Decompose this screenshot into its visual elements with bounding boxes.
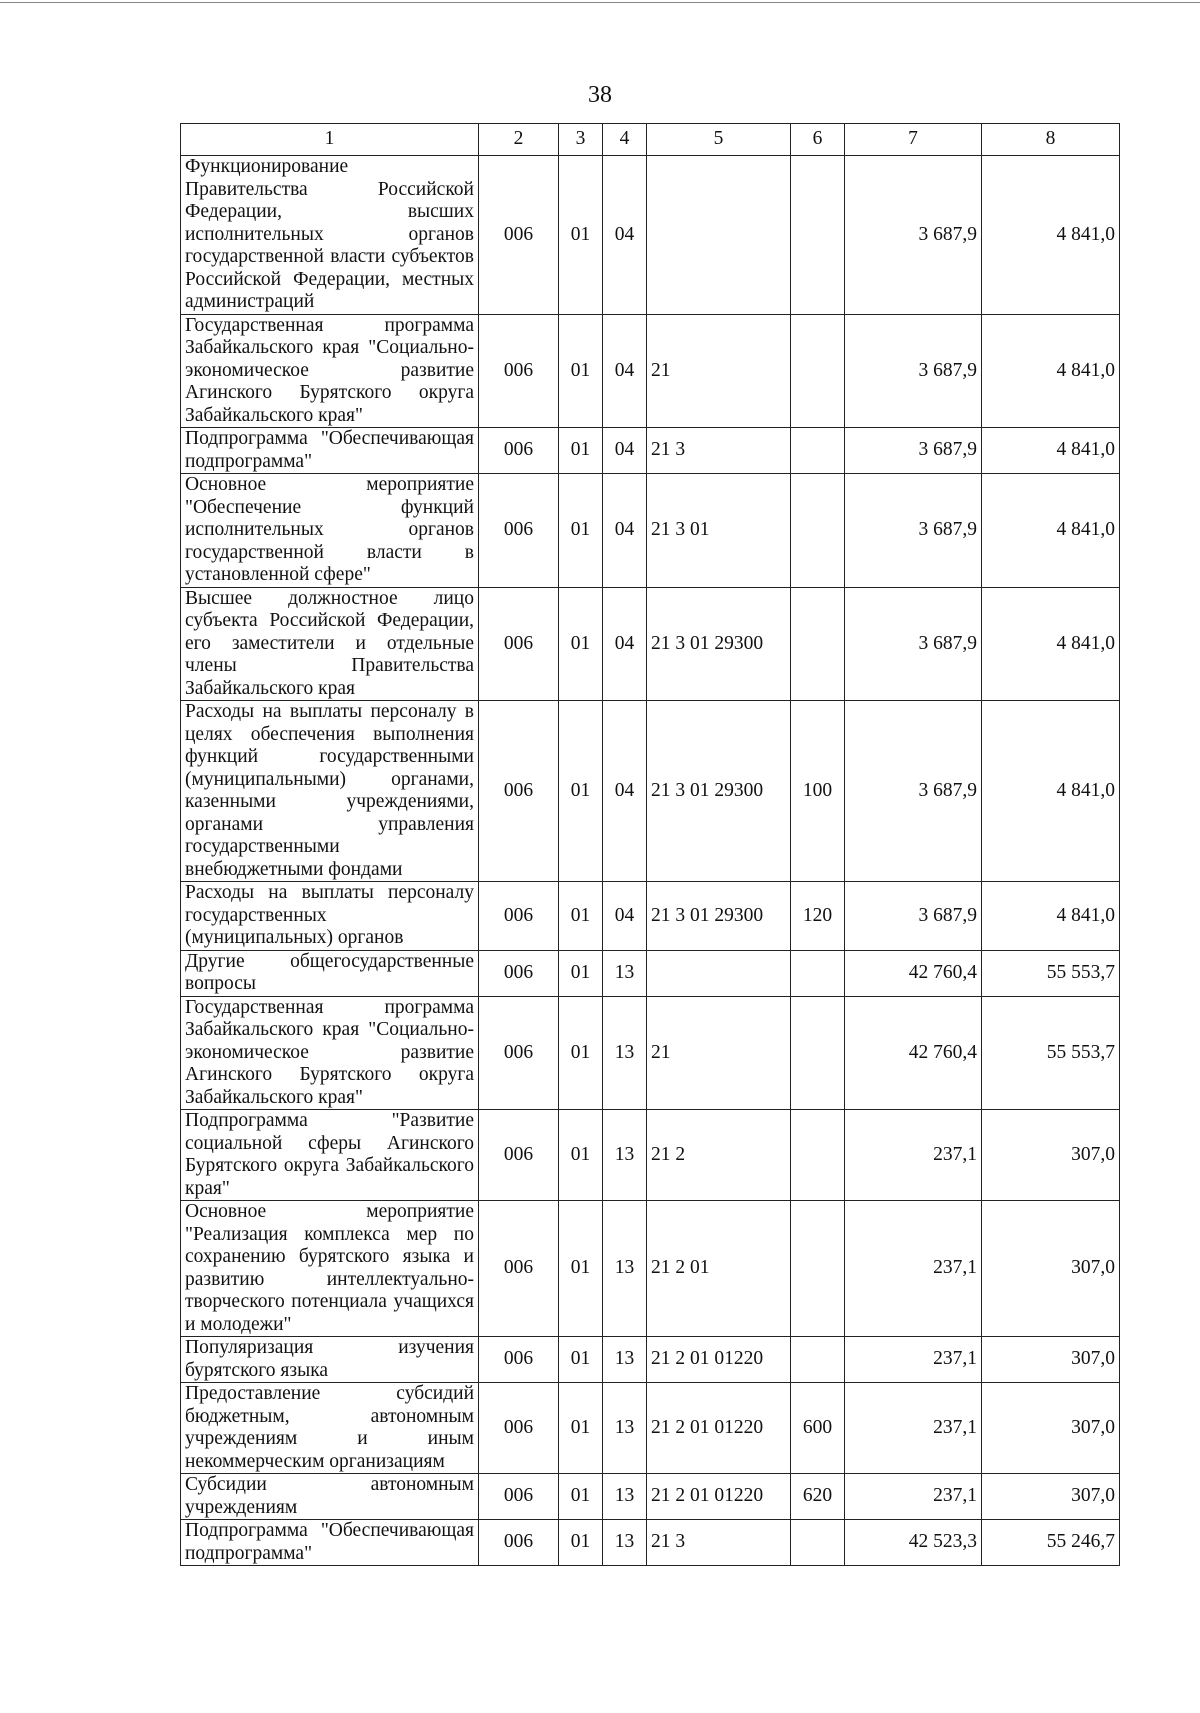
row-section-code: 01: [559, 428, 603, 474]
column-header: 8: [982, 124, 1120, 156]
row-section-code: 01: [559, 1474, 603, 1520]
row-expense-type: [791, 1337, 845, 1383]
row-section-code: 01: [559, 156, 603, 315]
row-ministry-code: 006: [479, 314, 559, 428]
row-description: Расходы на выплаты персоналу в целях обеспечения выполнения функций государственными (муниципальными) органами, казенными учреждениями, органами управления государственными внебюджетными фондами: [181, 701, 479, 882]
table-row: [181, 314, 1120, 428]
table-row: [181, 1474, 1120, 1520]
row-section-code: 01: [559, 1337, 603, 1383]
row-expense-type: 620: [791, 1474, 845, 1520]
row-target-article: 21 2 01 01220: [647, 1337, 791, 1383]
header-row: [181, 124, 1120, 156]
row-expense-type: [791, 1110, 845, 1201]
row-subsection-code: 13: [603, 1201, 647, 1337]
row-target-article: [647, 156, 791, 315]
column-header: 7: [845, 124, 982, 156]
row-expense-type: [791, 1520, 845, 1566]
row-subsection-code: 13: [603, 1474, 647, 1520]
row-subsection-code: 13: [603, 1337, 647, 1383]
row-description: Государственная программа Забайкальского края "Социально-экономическое развитие Агинского Бурятского округа Забайкальского края": [181, 996, 479, 1110]
row-ministry-code: 006: [479, 1383, 559, 1474]
row-description: Предоставление субсидий бюджетным, автономным учреждениям и иным некоммерческим организациям: [181, 1383, 479, 1474]
row-expense-type: [791, 1201, 845, 1337]
row-amount-year1: 3 687,9: [845, 474, 982, 588]
row-description: Высшее должностное лицо субъекта Российской Федерации, его заместители и отдельные члены Правительства Забайкальского края: [181, 587, 479, 701]
row-amount-year2: 4 841,0: [982, 474, 1120, 588]
row-section-code: 01: [559, 950, 603, 996]
row-target-article: 21 2 01 01220: [647, 1383, 791, 1474]
row-subsection-code: 04: [603, 701, 647, 882]
row-subsection-code: 04: [603, 156, 647, 315]
row-amount-year1: 237,1: [845, 1383, 982, 1474]
row-amount-year2: 55 553,7: [982, 950, 1120, 996]
column-header: 5: [647, 124, 791, 156]
row-amount-year1: 3 687,9: [845, 587, 982, 701]
row-description: Основное мероприятие "Реализация комплекса мер по сохранению бурятского языка и развитию интеллектуально-творческого потенциала учащихся и молодежи": [181, 1201, 479, 1337]
row-target-article: 21 3 01: [647, 474, 791, 588]
row-section-code: 01: [559, 1110, 603, 1201]
row-expense-type: [791, 587, 845, 701]
row-target-article: 21 3 01 29300: [647, 587, 791, 701]
row-subsection-code: 04: [603, 314, 647, 428]
row-description: Государственная программа Забайкальского края "Социально-экономическое развитие Агинского Бурятского округа Забайкальского края": [181, 314, 479, 428]
row-section-code: 01: [559, 1201, 603, 1337]
row-description: Подпрограмма "Развитие социальной сферы Агинского Бурятского округа Забайкальского края": [181, 1110, 479, 1201]
row-description: Расходы на выплаты персоналу государственных (муниципальных) органов: [181, 882, 479, 951]
row-amount-year2: 307,0: [982, 1337, 1120, 1383]
row-amount-year1: 3 687,9: [845, 156, 982, 315]
row-description: Субсидии автономным учреждениям: [181, 1474, 479, 1520]
table-row: [181, 156, 1120, 315]
row-amount-year2: 4 841,0: [982, 428, 1120, 474]
row-subsection-code: 13: [603, 1520, 647, 1566]
row-subsection-code: 04: [603, 587, 647, 701]
row-ministry-code: 006: [479, 1337, 559, 1383]
row-ministry-code: 006: [479, 1201, 559, 1337]
row-target-article: 21 2 01 01220: [647, 1474, 791, 1520]
row-section-code: 01: [559, 996, 603, 1110]
row-expense-type: [791, 314, 845, 428]
row-amount-year1: 237,1: [845, 1474, 982, 1520]
row-amount-year2: 55 246,7: [982, 1520, 1120, 1566]
column-header: 3: [559, 124, 603, 156]
row-ministry-code: 006: [479, 1520, 559, 1566]
row-ministry-code: 006: [479, 474, 559, 588]
row-amount-year2: 307,0: [982, 1110, 1120, 1201]
row-amount-year1: 3 687,9: [845, 428, 982, 474]
row-ministry-code: 006: [479, 1474, 559, 1520]
row-amount-year2: 307,0: [982, 1201, 1120, 1337]
row-description: Другие общегосударственные вопросы: [181, 950, 479, 996]
table-row: [181, 882, 1120, 951]
row-subsection-code: 13: [603, 1110, 647, 1201]
page-number: 38: [588, 82, 612, 108]
row-ministry-code: 006: [479, 156, 559, 315]
row-amount-year2: 4 841,0: [982, 882, 1120, 951]
row-subsection-code: 04: [603, 474, 647, 588]
row-ministry-code: 006: [479, 587, 559, 701]
row-amount-year1: 3 687,9: [845, 314, 982, 428]
row-description: Популяризация изучения бурятского языка: [181, 1337, 479, 1383]
row-target-article: 21: [647, 314, 791, 428]
row-ministry-code: 006: [479, 950, 559, 996]
row-ministry-code: 006: [479, 882, 559, 951]
row-subsection-code: 13: [603, 1383, 647, 1474]
row-description: Подпрограмма "Обеспечивающая подпрограмма": [181, 1520, 479, 1566]
row-target-article: 21: [647, 996, 791, 1110]
row-section-code: 01: [559, 1383, 603, 1474]
row-section-code: 01: [559, 474, 603, 588]
row-amount-year1: 42 760,4: [845, 996, 982, 1110]
row-section-code: 01: [559, 701, 603, 882]
table-row: [181, 587, 1120, 701]
row-amount-year2: 4 841,0: [982, 701, 1120, 882]
table-row: [181, 428, 1120, 474]
table-row: [181, 701, 1120, 882]
row-amount-year1: 237,1: [845, 1110, 982, 1201]
row-description: Основное мероприятие "Обеспечение функций исполнительных органов государственной власти в установленной сфере": [181, 474, 479, 588]
row-amount-year1: 42 760,4: [845, 950, 982, 996]
budget-table: [180, 123, 1120, 1566]
row-ministry-code: 006: [479, 428, 559, 474]
table-row: [181, 1520, 1120, 1566]
row-section-code: 01: [559, 882, 603, 951]
row-expense-type: [791, 474, 845, 588]
row-target-article: 21 2 01: [647, 1201, 791, 1337]
row-expense-type: [791, 428, 845, 474]
top-edge-rule: [0, 2, 1200, 3]
row-subsection-code: 04: [603, 428, 647, 474]
row-expense-type: 100: [791, 701, 845, 882]
row-ministry-code: 006: [479, 701, 559, 882]
row-section-code: 01: [559, 1520, 603, 1566]
row-amount-year2: 4 841,0: [982, 587, 1120, 701]
column-header: 2: [479, 124, 559, 156]
table-row: [181, 1337, 1120, 1383]
row-target-article: 21 3 01 29300: [647, 882, 791, 951]
column-header: 6: [791, 124, 845, 156]
column-header: 4: [603, 124, 647, 156]
row-expense-type: [791, 156, 845, 315]
row-target-article: 21 2: [647, 1110, 791, 1201]
column-header: 1: [181, 124, 479, 156]
row-amount-year2: 4 841,0: [982, 156, 1120, 315]
row-amount-year2: 307,0: [982, 1383, 1120, 1474]
table-row: [181, 1110, 1120, 1201]
row-ministry-code: 006: [479, 1110, 559, 1201]
row-section-code: 01: [559, 587, 603, 701]
row-amount-year1: 42 523,3: [845, 1520, 982, 1566]
row-subsection-code: 13: [603, 996, 647, 1110]
row-amount-year2: 4 841,0: [982, 314, 1120, 428]
row-target-article: 21 3: [647, 428, 791, 474]
row-description: Подпрограмма "Обеспечивающая подпрограмма": [181, 428, 479, 474]
row-amount-year2: 307,0: [982, 1474, 1120, 1520]
row-target-article: [647, 950, 791, 996]
row-expense-type: [791, 950, 845, 996]
row-amount-year1: 237,1: [845, 1337, 982, 1383]
row-section-code: 01: [559, 314, 603, 428]
row-subsection-code: 04: [603, 882, 647, 951]
row-expense-type: 120: [791, 882, 845, 951]
row-subsection-code: 13: [603, 950, 647, 996]
row-expense-type: 600: [791, 1383, 845, 1474]
row-description: Функционирование Правительства Российской Федерации, высших исполнительных органов государственной власти субъектов Российской Федерации, местных администраций: [181, 156, 479, 315]
row-target-article: 21 3 01 29300: [647, 701, 791, 882]
table-body: [181, 156, 1120, 1566]
row-amount-year2: 55 553,7: [982, 996, 1120, 1110]
row-amount-year1: 3 687,9: [845, 882, 982, 951]
table-row: [181, 1201, 1120, 1337]
table-row: [181, 996, 1120, 1110]
row-target-article: 21 3: [647, 1520, 791, 1566]
table-row: [181, 474, 1120, 588]
row-expense-type: [791, 996, 845, 1110]
row-amount-year1: 3 687,9: [845, 701, 982, 882]
row-amount-year1: 237,1: [845, 1201, 982, 1337]
table-row: [181, 950, 1120, 996]
row-ministry-code: 006: [479, 996, 559, 1110]
table-row: [181, 1383, 1120, 1474]
